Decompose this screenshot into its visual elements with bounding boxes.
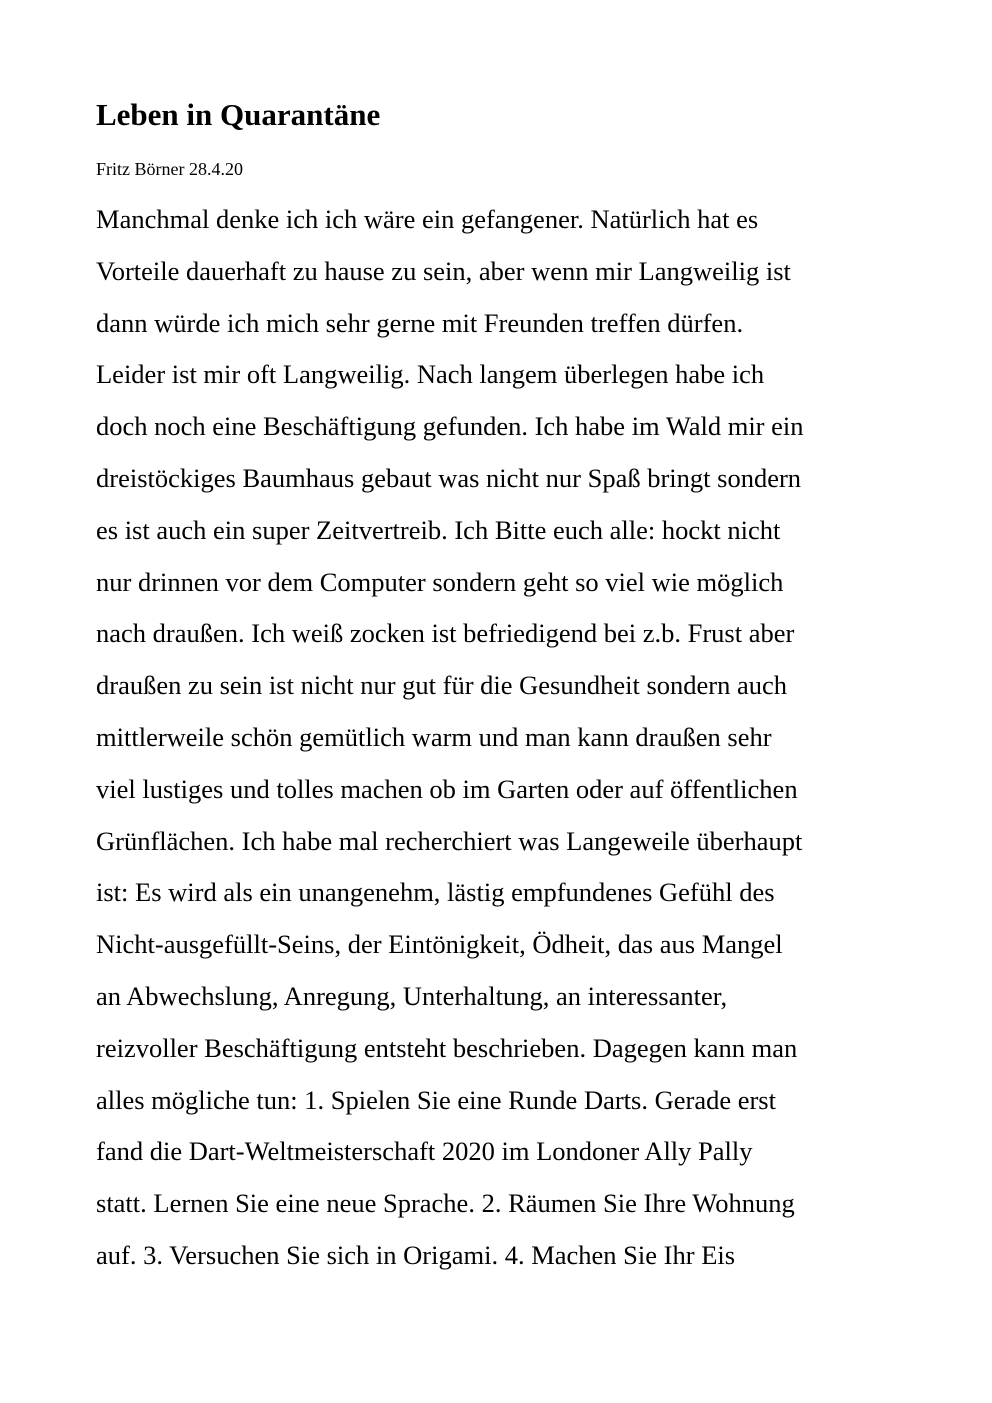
text-line: Grünflächen. Ich habe mal recherchiert was Langeweile überhaupt xyxy=(96,825,803,856)
text-line: dreistöckiges Baumhaus gebaut was nicht nur Spaß bringt sondern xyxy=(96,462,802,493)
body-paragraph xyxy=(96,194,916,1282)
text-line: auf. 3. Versuchen Sie sich in Origami. 4. Machen Sie Ihr Eis xyxy=(96,1239,736,1270)
text-line: reizvoller Beschäftigung entsteht beschrieben. Dagegen kann man xyxy=(96,1032,798,1063)
text-line: Vorteile dauerhaft zu hause zu sein, aber wenn mir Langweilig ist xyxy=(96,255,791,286)
text-line: es ist auch ein super Zeitvertreib. Ich Bitte euch alle: hockt nicht xyxy=(96,514,781,545)
text-line: fand die Dart-Weltmeisterschaft 2020 im Londoner Ally Pally xyxy=(96,1136,753,1167)
text-line: an Abwechslung, Anregung, Unterhaltung, an interessanter, xyxy=(96,980,728,1011)
text-line: nur drinnen vor dem Computer sondern geht so viel wie möglich xyxy=(96,566,784,597)
text-line: Nicht-ausgefüllt-Seins, der Eintönigkeit, Ödheit, das aus Mangel xyxy=(96,929,783,960)
text-line: mittlerweile schön gemütlich warm und man kann draußen sehr xyxy=(96,721,772,752)
text-line: draußen zu sein ist nicht nur gut für die Gesundheit sondern auch xyxy=(96,670,788,701)
text-line: Manchmal denke ich ich wäre ein gefangener. Natürlich hat es xyxy=(96,204,759,234)
document-title: Leben in Quarantäne xyxy=(96,97,381,132)
author-date-line: Fritz Börner 28.4.20 xyxy=(96,159,243,179)
text-line: doch noch eine Beschäftigung gefunden. Ich habe im Wald mir ein xyxy=(96,411,804,442)
text-line: Leider ist mir oft Langweilig. Nach langem überlegen habe ich xyxy=(96,359,765,390)
text-line: viel lustiges und tolles machen ob im Garten oder auf öffentlichen xyxy=(96,773,798,804)
text-line: nach draußen. Ich weiß zocken ist befriedigend bei z.b. Frust aber xyxy=(96,618,795,649)
text-line: ist: Es wird als ein unangenehm, lästig empfundenes Gefühl des xyxy=(96,877,775,908)
text-line: alles mögliche tun: 1. Spielen Sie eine Runde Darts. Gerade erst xyxy=(96,1084,776,1115)
text-line: statt. Lernen Sie eine neue Sprache. 2. Räumen Sie Ihre Wohnung xyxy=(96,1188,795,1219)
text-line: dann würde ich mich sehr gerne mit Freunden treffen dürfen. xyxy=(96,307,744,338)
